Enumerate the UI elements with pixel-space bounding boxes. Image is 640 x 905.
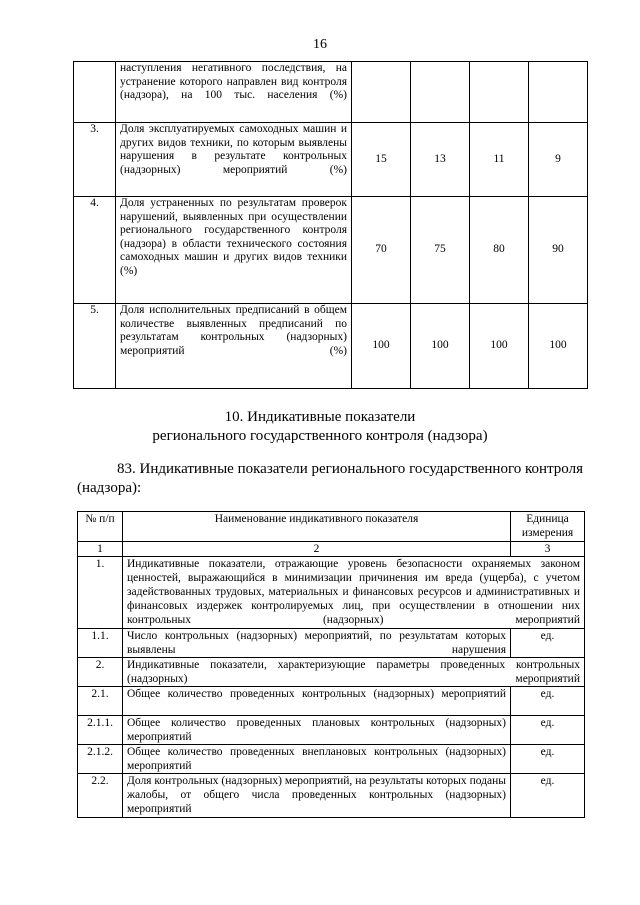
row-number: 3.: [74, 123, 116, 197]
value-cell: 13: [411, 123, 470, 197]
indicator-text: Доля устраненных по результатам проверок нарушений, выявленных при осуществлении регионального государственного контроля (надзора) в области технического состояния самоходных машин и других видов техники (%): [116, 197, 352, 304]
indicator-text: Доля контрольных (надзорных) мероприятий, на результаты которых поданы жалобы, от общего числа проведенных контрольных (надзорных) мероприятий: [123, 774, 511, 818]
indicator-group-text: Индикативные показатели, характеризующие параметры проведенных контрольных (надзорных) мероприятий: [123, 658, 585, 687]
value-cell: 90: [529, 197, 588, 304]
section-title-line1: 10. Индикативные показатели: [224, 409, 416, 425]
indicators-table: [77, 511, 585, 818]
unit-cell: ед.: [511, 745, 585, 774]
table-row: [78, 557, 585, 629]
value-cell: 15: [352, 123, 411, 197]
indicator-text: Число контрольных (надзорных) мероприятий, по результатам которых выявлены нарушения: [123, 629, 511, 658]
indicator-text: Общее количество проведенных внеплановых контрольных (надзорных) мероприятий: [123, 745, 511, 774]
table-header-row: [78, 512, 585, 542]
indicator-text: Общее количество проведенных контрольных (надзорных) мероприятий: [123, 687, 511, 716]
value-cell: [470, 62, 529, 123]
row-number: 5.: [74, 304, 116, 389]
table-row: [78, 716, 585, 745]
value-cell: 100: [411, 304, 470, 389]
header-name: Наименование индикативного показателя: [123, 512, 511, 542]
table-row: [78, 745, 585, 774]
index-cell-1: 1: [78, 542, 123, 557]
value-cell: [352, 62, 411, 123]
value-cell: 11: [470, 123, 529, 197]
page-number: 16: [313, 37, 327, 52]
header-number: № п/п: [78, 512, 123, 542]
section-heading: [0, 408, 640, 446]
table-row: [74, 197, 588, 304]
value-cell: 100: [529, 304, 588, 389]
row-number: [74, 62, 116, 123]
table-row: [74, 304, 588, 389]
index-cell-3: 3: [511, 542, 585, 557]
unit-cell: ед.: [511, 687, 585, 716]
indicator-text: Доля эксплуатируемых самоходных машин и других видов техники, по которым выявлены нарушения в результате контрольных (надзорных) мероприятий (%): [116, 123, 352, 197]
paragraph-83: 83. Индикативные показатели регионального государственного контроля (надзора):: [77, 461, 583, 496]
indicator-text: наступления негативного последствия, на устранение которого направлен вид контроля (надзора), на 100 тыс. населения (%): [116, 62, 352, 123]
value-cell: 75: [411, 197, 470, 304]
row-number: 4.: [74, 197, 116, 304]
row-number: 2.1.2.: [78, 745, 123, 774]
section-title-line2: регионального государственного контроля (надзора): [152, 428, 488, 444]
table-row: [78, 774, 585, 818]
index-cell-2: 2: [123, 542, 511, 557]
row-number: 2.: [78, 658, 123, 687]
value-cell: 100: [352, 304, 411, 389]
indicator-group-text: Индикативные показатели, отражающие уровень безопасности охраняемых законом ценностей, выражающийся в минимизации причинения им вреда (ущерба), с учетом задействованных трудовых, материальных и финансовых ресурсов и административных и финансовых издержек контролируемых лиц, при осуществлении в отношении них контрольных (надзорных) мероприятий: [123, 557, 585, 629]
value-cell: 70: [352, 197, 411, 304]
table-row: [78, 687, 585, 716]
table-index-row: [78, 542, 585, 557]
table-row: [78, 629, 585, 658]
value-cell: 80: [470, 197, 529, 304]
row-number: 1.: [78, 557, 123, 629]
unit-cell: ед.: [511, 716, 585, 745]
unit-cell: ед.: [511, 629, 585, 658]
unit-cell: ед.: [511, 774, 585, 818]
value-cell: [411, 62, 470, 123]
row-number: 2.1.1.: [78, 716, 123, 745]
value-cell: 100: [470, 304, 529, 389]
table-row: [74, 123, 588, 197]
row-number: 2.1.: [78, 687, 123, 716]
indicator-text: Общее количество проведенных плановых контрольных (надзорных) мероприятий: [123, 716, 511, 745]
value-cell: [529, 62, 588, 123]
header-unit: Единица измерения: [511, 512, 585, 542]
row-number: 2.2.: [78, 774, 123, 818]
indicator-text: Доля исполнительных предписаний в общем количестве выявленных предписаний по результатам контрольных (надзорных) мероприятий (%): [116, 304, 352, 389]
table-row: [78, 658, 585, 687]
table-row: [74, 62, 588, 123]
target-values-table: [73, 61, 588, 389]
value-cell: 9: [529, 123, 588, 197]
row-number: 1.1.: [78, 629, 123, 658]
